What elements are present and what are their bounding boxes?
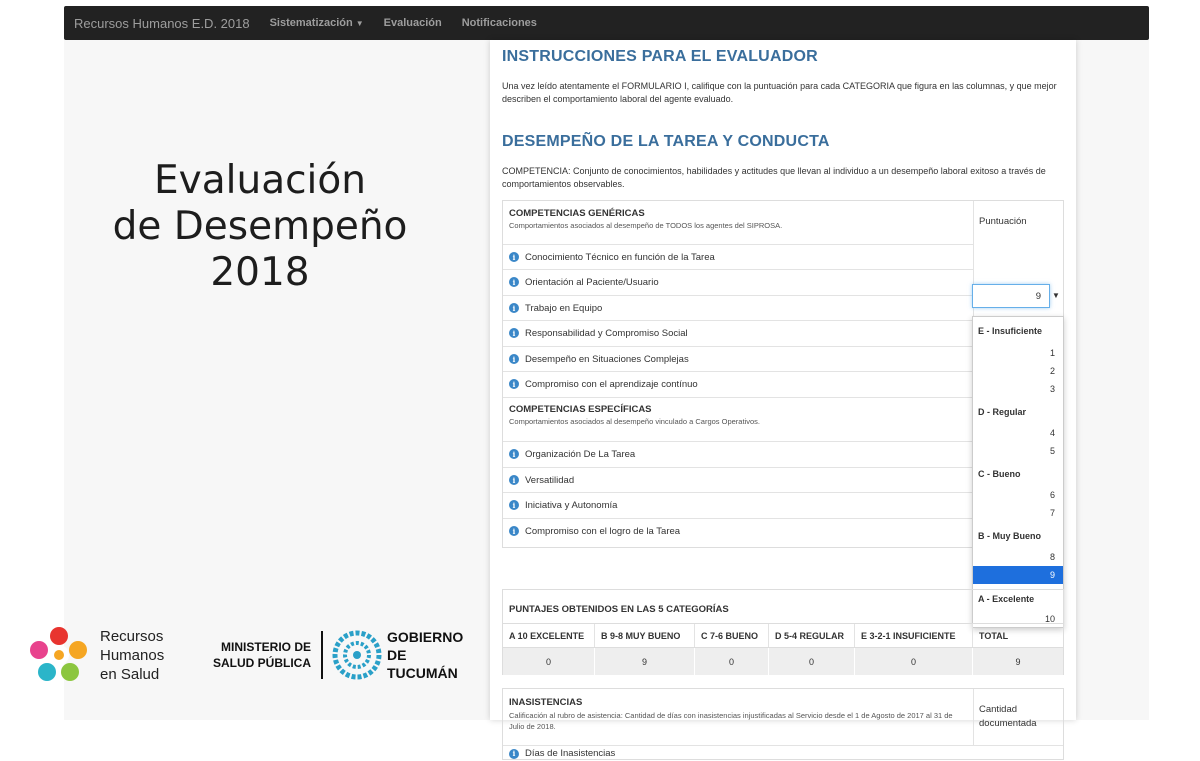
competency-row: [503, 467, 973, 492]
gobierno-logo-text: [387, 628, 477, 682]
especificas-subtitle: Comportamientos asociados al desempeño vinculado a Cargos Operativos.: [509, 417, 760, 426]
competency-label: Iniciativa y Autonomía: [525, 499, 618, 511]
competency-row: [503, 371, 973, 396]
scores-header-cell: B 9-8 MUY BUENO: [595, 624, 695, 647]
navbar-brand[interactable]: Recursos Humanos E.D. 2018: [74, 15, 250, 31]
especificas-title: COMPETENCIAS ESPECÍFICAS: [509, 404, 652, 415]
dropdown-group-label: D - Regular: [978, 407, 1027, 417]
competency-row: [503, 269, 973, 294]
desempeno-title: DESEMPEÑO DE LA TAREA Y CONDUCTA: [502, 133, 830, 150]
column-divider: [973, 689, 974, 745]
inasistencias-table: [502, 688, 1064, 760]
nav-notificaciones[interactable]: Notificaciones: [461, 17, 537, 29]
info-icon[interactable]: i: [509, 749, 519, 759]
inasistencias-title: INASISTENCIAS: [509, 697, 583, 708]
info-icon[interactable]: i: [509, 500, 519, 510]
instructions-text: Una vez leído atentamente el FORMULARIO I, califique con la puntuación para cada CATEGORIA que figura en las columnas, y que mejor describen el comportamiento laboral del agente evaluado.: [502, 81, 1057, 104]
dropdown-option[interactable]: 8: [1049, 552, 1055, 562]
hero-line-1: Evaluación: [154, 158, 366, 203]
competency-row: [503, 518, 973, 543]
scores-title: PUNTAJES OBTENIDOS EN LAS 5 CATEGORÍAS: [509, 604, 729, 615]
score-select[interactable]: [972, 284, 1050, 308]
competency-label: Trabajo en Equipo: [525, 302, 603, 314]
competency-row: [503, 346, 973, 371]
dropdown-option[interactable]: 2: [1049, 366, 1055, 376]
hero-title: [70, 158, 450, 296]
scores-header-row: [503, 623, 1063, 647]
especificas-header: [503, 397, 973, 441]
rrhh-line-3: en Salud: [100, 665, 160, 683]
dropdown-option[interactable]: 6: [1049, 490, 1055, 500]
genericas-subtitle: Comportamientos asociados al desempeño de TODOS los agentes del SIPROSA.: [509, 221, 783, 230]
info-icon[interactable]: i: [509, 328, 519, 338]
logo-divider: [321, 631, 323, 679]
chevron-down-icon[interactable]: ▼: [1052, 291, 1060, 300]
footer-logos: [28, 620, 477, 690]
competency-label: Versatilidad: [525, 474, 575, 486]
info-icon[interactable]: i: [509, 277, 519, 287]
inasistencias-row-label: Días de Inasistencias: [525, 748, 616, 759]
info-icon[interactable]: i: [509, 379, 519, 389]
scores-value-cell: 0: [695, 648, 769, 675]
competency-label: Orientación al Paciente/Usuario: [525, 276, 659, 288]
nav-evaluacion[interactable]: Evaluación: [383, 17, 442, 29]
scores-value-cell: 9: [1015, 656, 1021, 667]
competency-row: [503, 244, 973, 269]
info-icon[interactable]: i: [509, 303, 519, 313]
scores-value-cell: 0: [769, 648, 855, 675]
competency-row: [503, 492, 973, 517]
competency-label: Desempeño en Situaciones Complejas: [525, 353, 689, 365]
competency-label: Compromiso con el logro de la Tarea: [525, 525, 681, 537]
nav-sistematizacion-label: Sistematización: [269, 17, 353, 29]
scores-header-cell: D 5-4 REGULAR: [769, 624, 855, 647]
rrhh-logo-text: [100, 627, 200, 684]
ministerio-line-1: MINISTERIO DE: [220, 640, 311, 654]
competency-label: Organización De La Tarea: [525, 448, 636, 460]
hero-line-2: de Desempeño: [112, 204, 408, 249]
gobierno-line-1: GOBIERNO DE: [387, 629, 464, 663]
dropdown-group-label: A - Excelente: [978, 594, 1035, 604]
evaluation-form-card: [490, 40, 1076, 759]
scores-header-cell: TOTAL: [979, 630, 1009, 641]
dropdown-option-selected[interactable]: 9: [973, 566, 1063, 584]
rrhh-logo-icon: [28, 624, 90, 686]
gobierno-line-2: TUCUMÁN: [387, 665, 458, 681]
desempeno-text: COMPETENCIA: Conjunto de conocimientos, habilidades y actitudes que llevan al individuo a un desempeño laboral exitoso a través de comportamientos observables.: [502, 166, 1046, 189]
info-icon[interactable]: i: [509, 449, 519, 459]
competency-label: Compromiso con el aprendizaje contínuo: [525, 378, 698, 390]
competency-row: [503, 441, 973, 466]
scores-header-cell: A 10 EXCELENTE: [503, 624, 595, 647]
inasistencias-row: [503, 745, 1063, 761]
top-navbar: [64, 6, 1149, 40]
scores-value-row: [503, 647, 1063, 675]
inasistencias-col-header: Cantidad documentada: [979, 704, 1037, 729]
score-select-value: 9: [1035, 290, 1041, 302]
nav-sistematizacion[interactable]: [270, 17, 364, 29]
instructions-title: INSTRUCCIONES PARA EL EVALUADOR: [502, 48, 818, 65]
dropdown-group-label: E - Insuficiente: [978, 326, 1043, 336]
ministerio-line-2: SALUD PÚBLICA: [213, 656, 311, 670]
scores-value-cell: 9: [595, 648, 695, 675]
competency-label: Conocimiento Técnico en función de la Tarea: [525, 251, 715, 263]
genericas-title: COMPETENCIAS GENÉRICAS: [509, 208, 645, 219]
gobierno-tucuman-logo-icon: [333, 631, 381, 679]
dropdown-option[interactable]: 1: [1049, 348, 1055, 358]
score-column-header: Puntuación: [979, 216, 1027, 227]
info-icon[interactable]: i: [509, 475, 519, 485]
inasistencias-text: Calificación al rubro de asistencia: Cantidad de días con inasistencias injustificadas al Servicio desde el 1 de Agosto de 2017 al 31 de Julio de 2018.: [509, 711, 953, 731]
chevron-down-icon: ▼: [355, 19, 364, 28]
scores-header-cell: C 7-6 BUENO: [695, 624, 769, 647]
genericas-header: [509, 208, 964, 230]
ministerio-logo-text: [206, 639, 311, 671]
dropdown-option[interactable]: 10: [1044, 614, 1055, 624]
info-icon[interactable]: i: [509, 252, 519, 262]
scores-table: [502, 589, 1064, 675]
dropdown-option[interactable]: 3: [1049, 384, 1055, 394]
info-icon[interactable]: i: [509, 526, 519, 536]
dropdown-option[interactable]: 7: [1049, 508, 1055, 518]
rrhh-line-1: Recursos: [100, 627, 164, 645]
score-dropdown-list: [972, 316, 1064, 628]
competency-row: [503, 295, 973, 320]
info-icon[interactable]: i: [509, 354, 519, 364]
dropdown-option[interactable]: 5: [1049, 446, 1055, 456]
hero-line-3: 2018: [210, 250, 310, 295]
inasistencias-header: [509, 697, 964, 732]
competency-label: Responsabilidad y Compromiso Social: [525, 327, 688, 339]
scores-value-cell: 0: [503, 648, 595, 675]
scores-value-cell: 0: [855, 648, 973, 675]
dropdown-option[interactable]: 4: [1049, 428, 1055, 438]
scores-header-cell: E 3-2-1 INSUFICIENTE: [855, 624, 973, 647]
dropdown-group-label: C - Bueno: [978, 469, 1021, 479]
rrhh-line-2: Humanos: [100, 646, 165, 664]
dropdown-group-label: B - Muy Bueno: [978, 531, 1041, 541]
competency-row: [503, 320, 973, 345]
